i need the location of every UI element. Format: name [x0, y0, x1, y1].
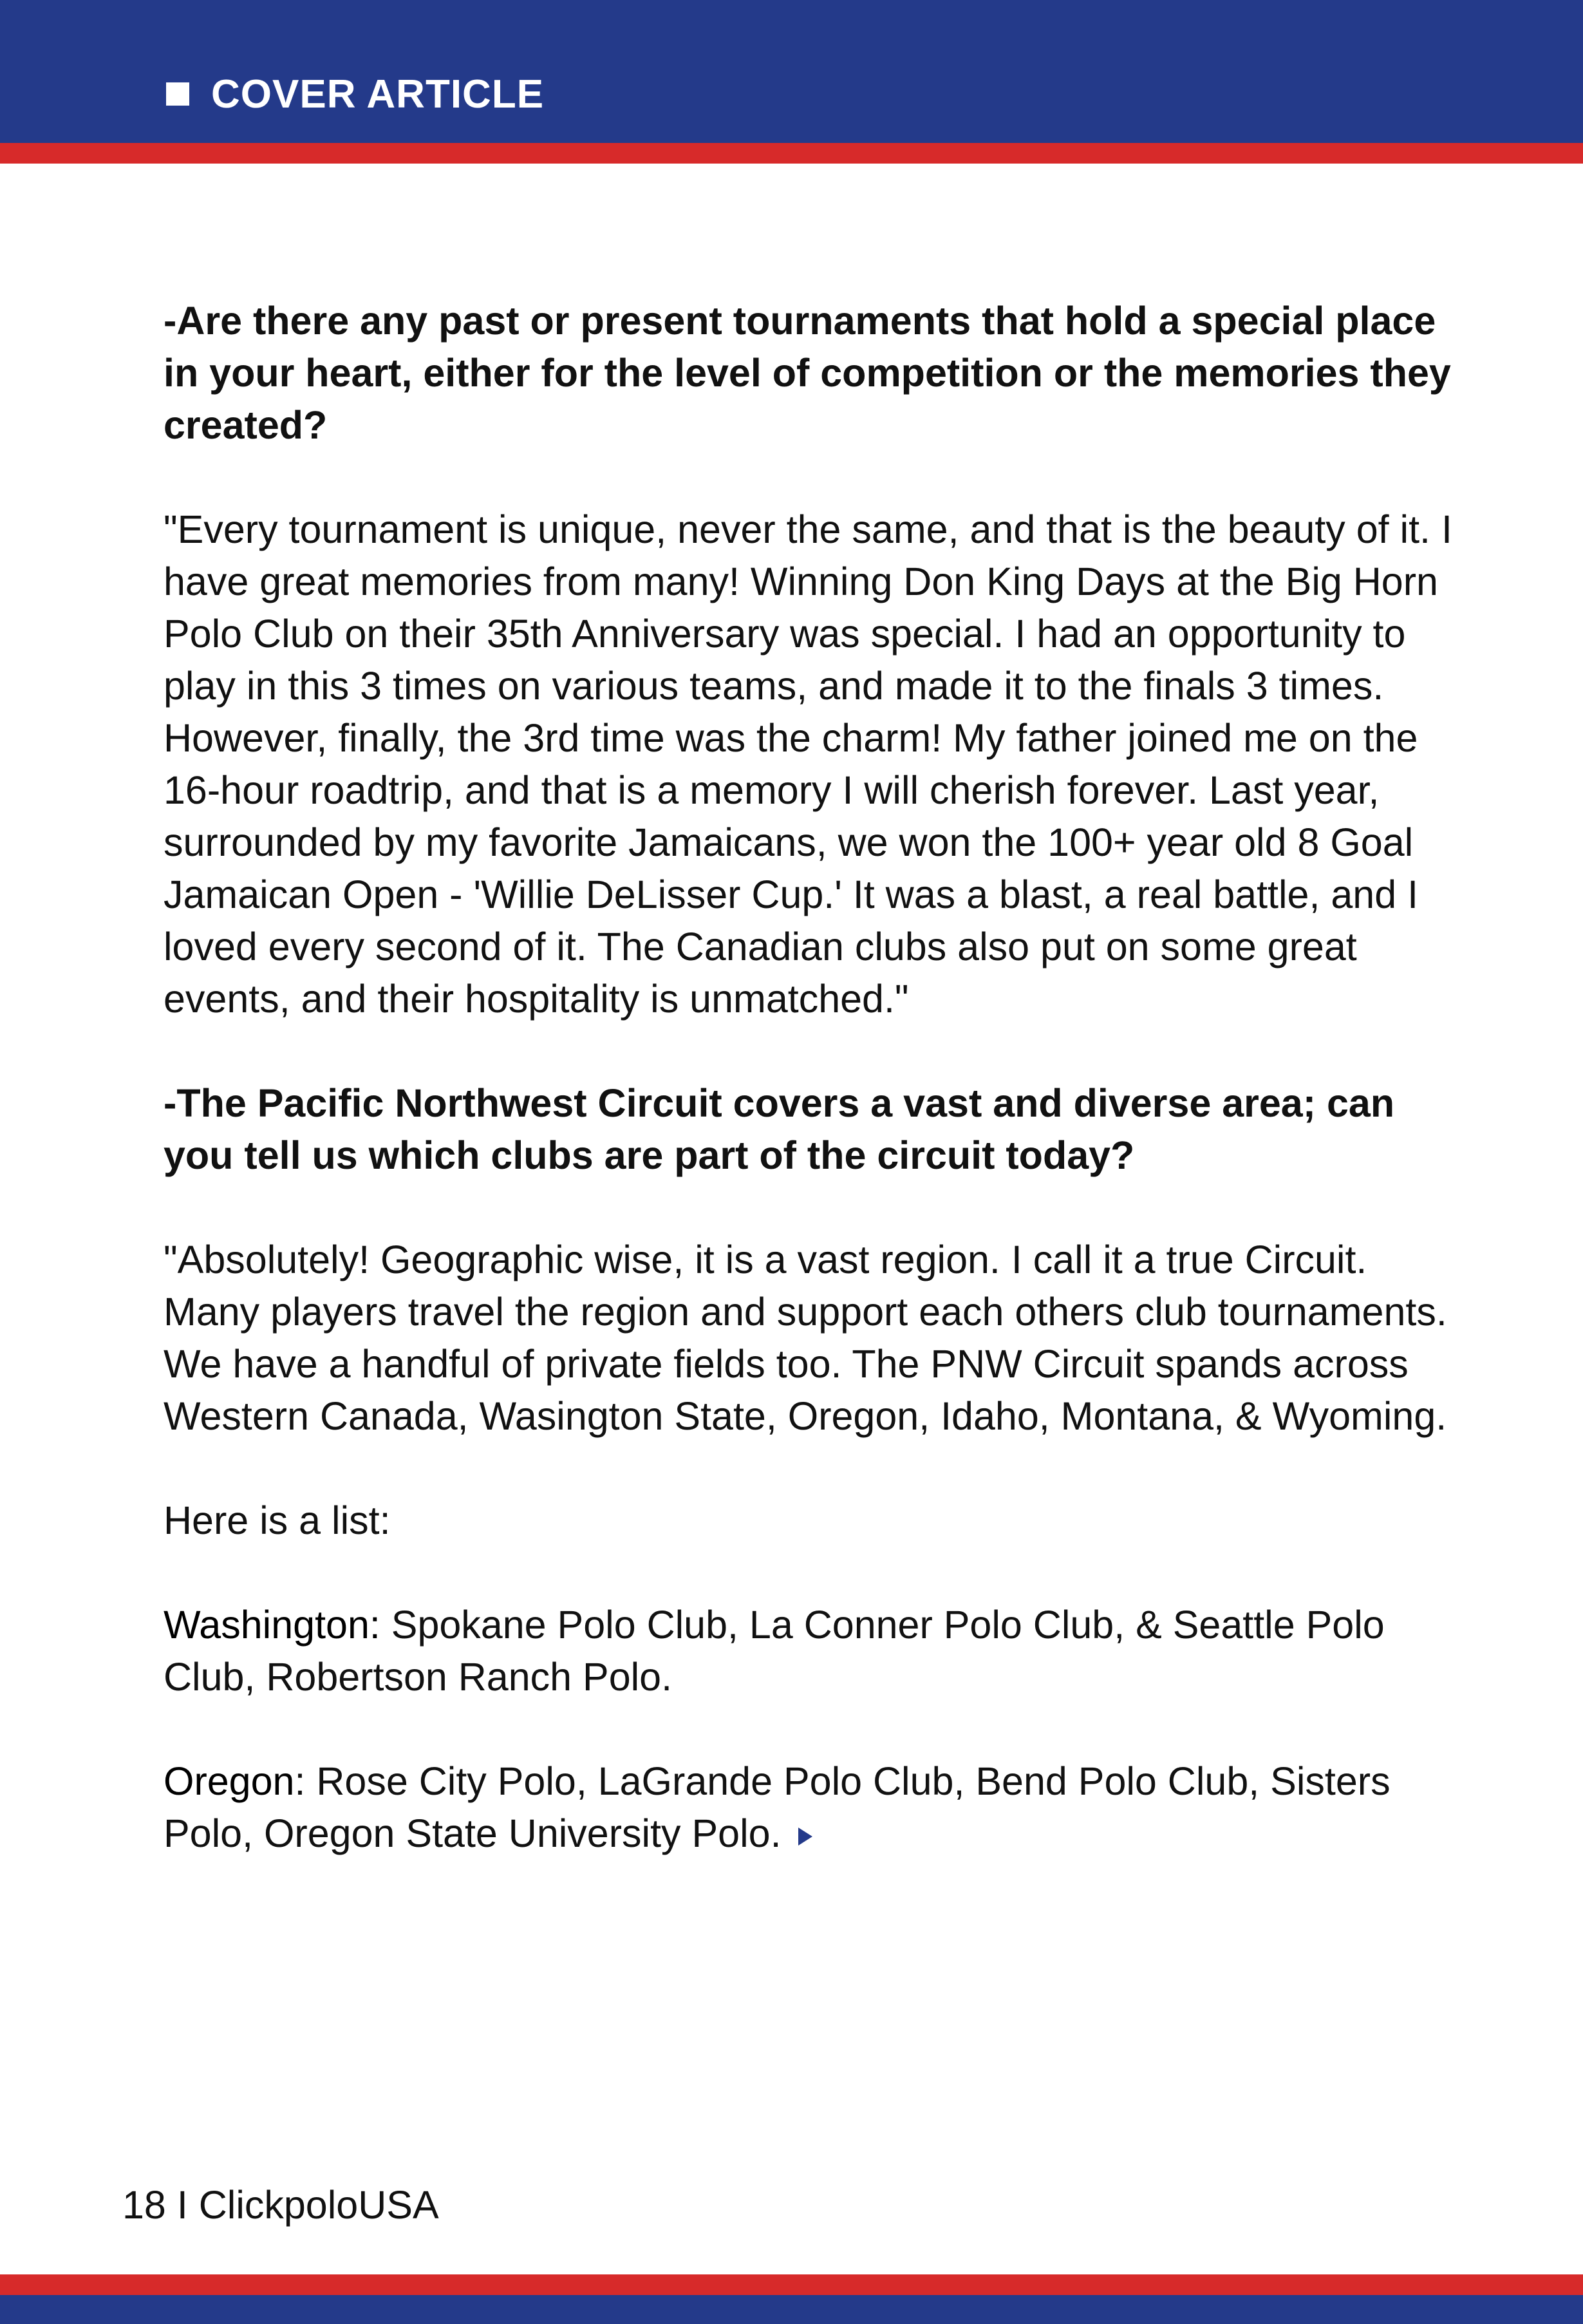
section-label-text: COVER ARTICLE — [211, 71, 545, 117]
article-body — [164, 295, 1457, 1860]
oregon-label: Oregon — [164, 1759, 295, 1803]
oregon-entry: Oregon: Rose City Polo, LaGrande Polo Club, Bend Polo Club, Sisters Polo, Oregon State University Polo. — [164, 1759, 1391, 1855]
washington-label: Washington: — [164, 1603, 380, 1647]
footer-separator: I — [176, 2183, 188, 2227]
footer-red-stripe — [0, 2274, 1583, 2295]
washington-entry — [164, 1599, 1457, 1703]
page-footer — [122, 2179, 439, 2231]
header-red-stripe — [0, 143, 1583, 164]
answer-2: "Absolutely! Geographic wise, it is a vast region. I call it a true Circuit. Many players travel the region and support each others club tournaments. We have a handful of private fields too. The PNW Circuit spands across Western Canada, Wasington State, Oregon, Idaho, Montana, & Wyoming. — [164, 1238, 1447, 1438]
page-number: 18 — [122, 2183, 166, 2227]
list-intro: Here is a list: — [164, 1498, 391, 1542]
oregon-clubs: Rose City Polo, LaGrande Polo Club, Bend Polo Club, Sisters Polo, Oregon State University Polo. — [164, 1759, 1391, 1855]
section-label — [166, 67, 544, 121]
footer-bar — [0, 2295, 1583, 2324]
question-2: -The Pacific Northwest Circuit covers a vast and diverse area; can you tell us which clubs are part of the circuit today? — [164, 1081, 1395, 1177]
washington-clubs: Spokane Polo Club, La Conner Polo Club, & Seattle Polo Club, Robertson Ranch Polo. — [164, 1603, 1385, 1699]
publication-name: ClickpoloUSA — [198, 2183, 439, 2227]
triangle-right-icon — [798, 1828, 812, 1846]
answer-1: "Every tournament is unique, never the same, and that is the beauty of it. I have great memories from many! Winning Don King Days at the Big Horn Polo Club on their 35th Anniversary was special. I had an opportunity to play in this 3 times on various teams, and made it to the finals 3 times. However, finally, the 3rd time was the charm! My father joined me on the 16-hour roadtrip, and that is a memory I will cherish forever. Last year, surrounded by my favorite Jamaicans, we won the 100+ year old 8 Goal Jamaican Open - 'Willie DeLisser Cup.' It was a blast, a real battle, and I loved every second of it. The Canadian clubs also put on some great events, and their hospitality is unmatched." — [164, 507, 1452, 1021]
square-bullet-icon — [166, 82, 189, 106]
question-1: -Are there any past or present tournaments that hold a special place in your heart, either for the level of competition or the memories they created? — [164, 299, 1451, 447]
